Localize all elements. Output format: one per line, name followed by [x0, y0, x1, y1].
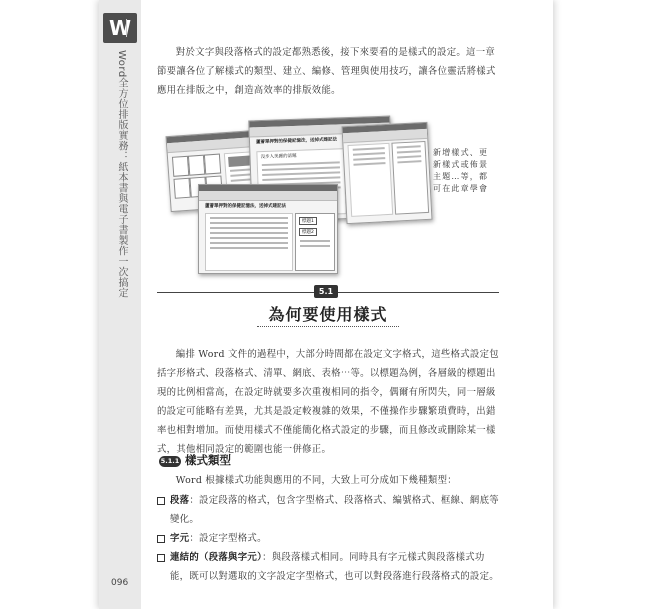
logo-letter: W [108, 16, 132, 40]
subsection-title: 樣式類型 [185, 453, 231, 467]
section-number-badge: 5.1 [314, 285, 338, 298]
list-item-term: 連結的（段落與字元） [170, 552, 263, 563]
section-body: 編排 Word 文件的過程中，大部分時間都在設定文字格式，這些格式設定包括字形格式、段落格式、清單、網底、表格⋯等。以標題為例，各層級的標題出現的比例相當高，在設定時就要多次重複相同的指令，偶爾有所閃失，同一層級的設定可能略有差異，尤其是設定較複雜的效果，不僅操作步驟繁瑣費時，出錯率也相對增加。而使用樣式不僅能簡化格式設定的步驟，而且修改或刪除某一樣式，其他相同設定的範圍也能一併修正。 [157, 349, 499, 455]
styles-pane-item-2: 標題2 [299, 228, 317, 236]
intro-paragraph: 對於文字與段落格式的設定都熟悉後，接下來要看的是樣式的設定。這一章節要讓各位了解樣式的類型、建立、編修、管理與使用技巧，讓各位靈活將樣式應用在排版之中，創造高效率的排版效能。 [157, 47, 496, 96]
list-item [157, 548, 499, 586]
checkbox-bullet-icon [157, 497, 165, 505]
list-item-term: 字元 [170, 533, 190, 544]
word-logo-icon [103, 13, 137, 43]
doc-heading-front: 蘆薈單押對的保健記憶法，送掉式建記法 [205, 204, 286, 209]
screenshot-window-front [198, 184, 338, 274]
subsection-lead: Word 根據樣式功能與應用的不同，大致上可分成如下幾種類型： [175, 475, 457, 486]
book-title: Word全方位排版實務：紙本書與電子書製作一次搞定 [116, 50, 127, 299]
page-number: 096 [111, 578, 129, 588]
list-item [157, 529, 499, 548]
checkbox-bullet-icon [157, 535, 165, 543]
style-type-list [157, 491, 499, 586]
list-item-text: ：設定字型格式。 [189, 533, 267, 544]
list-item [157, 491, 499, 529]
inner-heading: 沒步入美麗的話題 [260, 153, 297, 161]
word-screenshots-figure [168, 118, 430, 273]
figure-callout: 新增樣式、更新樣式或佈景主題…等，都可在此章學會 [433, 148, 489, 193]
styles-pane-item-1: 標題1 [299, 217, 317, 225]
doc-heading-back: 蘆薈單押對的保健記憶法，送掉式建記法 [255, 137, 338, 146]
list-item-text: ：設定段落的格式，包含字型格式、段落格式、編號格式、框線、網底等變化。 [170, 495, 499, 525]
title-dotted-underline [257, 326, 399, 327]
list-item-text: ：與段落樣式相同。同時具有字元樣式與段落樣式功能，既可以對選取的文字設定字型格式，也可以對段落進行段落格式的設定。 [170, 552, 499, 582]
section-title: 為何要使用樣式 [268, 305, 388, 324]
list-item-term: 段落 [170, 495, 190, 506]
screenshot-window-right [341, 122, 432, 224]
checkbox-bullet-icon [157, 554, 165, 562]
subsection-number-badge: 5.1.1 [160, 457, 180, 465]
